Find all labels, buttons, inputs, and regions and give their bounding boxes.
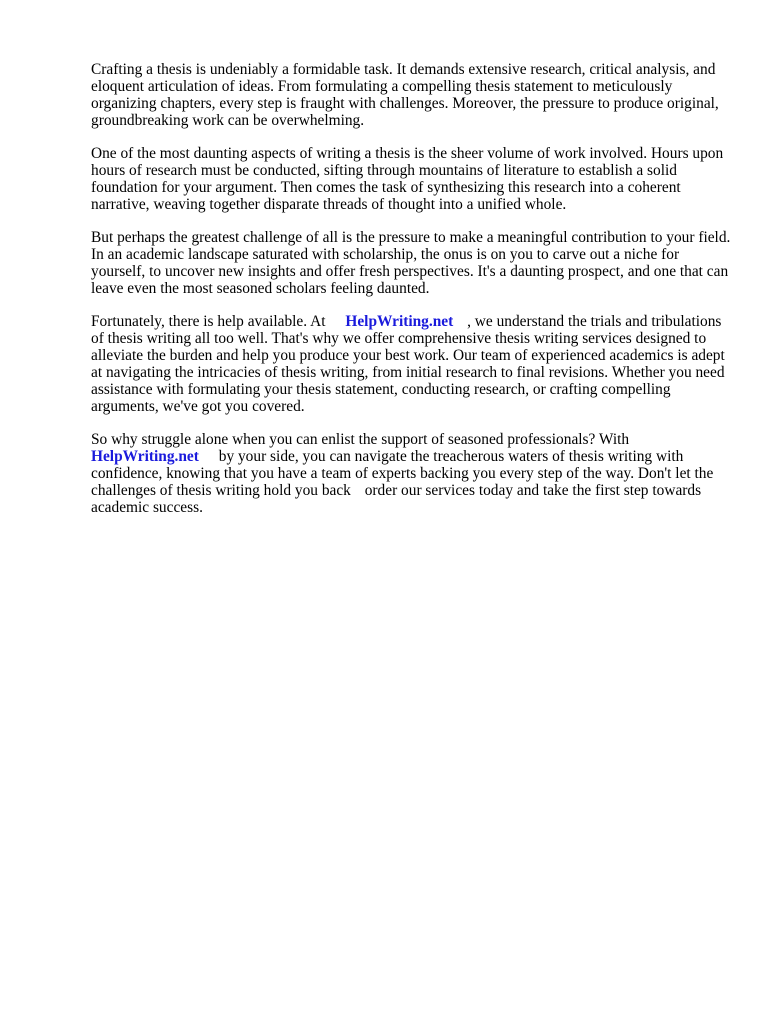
paragraph-volume: [91, 145, 731, 213]
helpwriting-link-closing[interactable]: HelpWriting.net: [91, 448, 199, 465]
paragraph-intro-text: Crafting a thesis is undeniably a formidable task. It demands extensive research, critical analysis, and eloquent articulation of ideas. From formulating a compelling thesis statement to meticulously organizing chapters, every step is fraught with challenges. Moreover, the pressure to produce original, groundbreaking work can be overwhelming.: [91, 61, 719, 129]
paragraph-help-rest: , we understand the trials and tribulations of thesis writing all too well. That's why we offer comprehensive thesis writing services designed to alleviate the burden and help you produce your best work. Our team of experienced academics is adept at navigating the intricacies of thesis writing, from initial research to final revisions. Whether you need assistance with formulating your thesis statement, conducting research, or crafting compelling arguments, we've got you covered.: [91, 313, 725, 415]
paragraph-contribution: [91, 229, 731, 297]
paragraph-closing-lead: So why struggle alone when you can enlist the support of seasoned professionals? With: [91, 431, 630, 448]
helpwriting-link[interactable]: HelpWriting.net: [345, 313, 454, 330]
paragraph-closing-end: order our services today and take the first step towards academic success.: [91, 482, 702, 516]
paragraph-help-lead: Fortunately, there is help available. At: [91, 313, 326, 330]
paragraph-contribution-text: But perhaps the greatest challenge of all is the pressure to make a meaningful contribution to your field. In an academic landscape saturated with scholarship, the onus is on you to carve out a niche for yourself, to uncover new insights and offer fresh perspectives. It's a daunting prospect, and one that can leave even the most seasoned scholars feeling daunted.: [91, 229, 731, 297]
paragraph-help: [91, 313, 731, 415]
paragraph-closing-middle: by your side, you can navigate the treacherous waters of thesis writing with confidence, knowing that you have a team of experts backing you every step of the way. Don't let the challenges of thesis writing hold you back: [91, 448, 714, 499]
paragraph-intro: [91, 61, 731, 129]
paragraph-closing: [91, 431, 731, 516]
paragraph-volume-text: One of the most daunting aspects of writing a thesis is the sheer volume of work involved. Hours upon hours of research must be conducted, sifting through mountains of literature to establish a solid foundation for your argument. Then comes the task of synthesizing this research into a coherent narrative, weaving together disparate threads of thought into a unified whole.: [91, 145, 724, 213]
document-body: [91, 61, 731, 532]
